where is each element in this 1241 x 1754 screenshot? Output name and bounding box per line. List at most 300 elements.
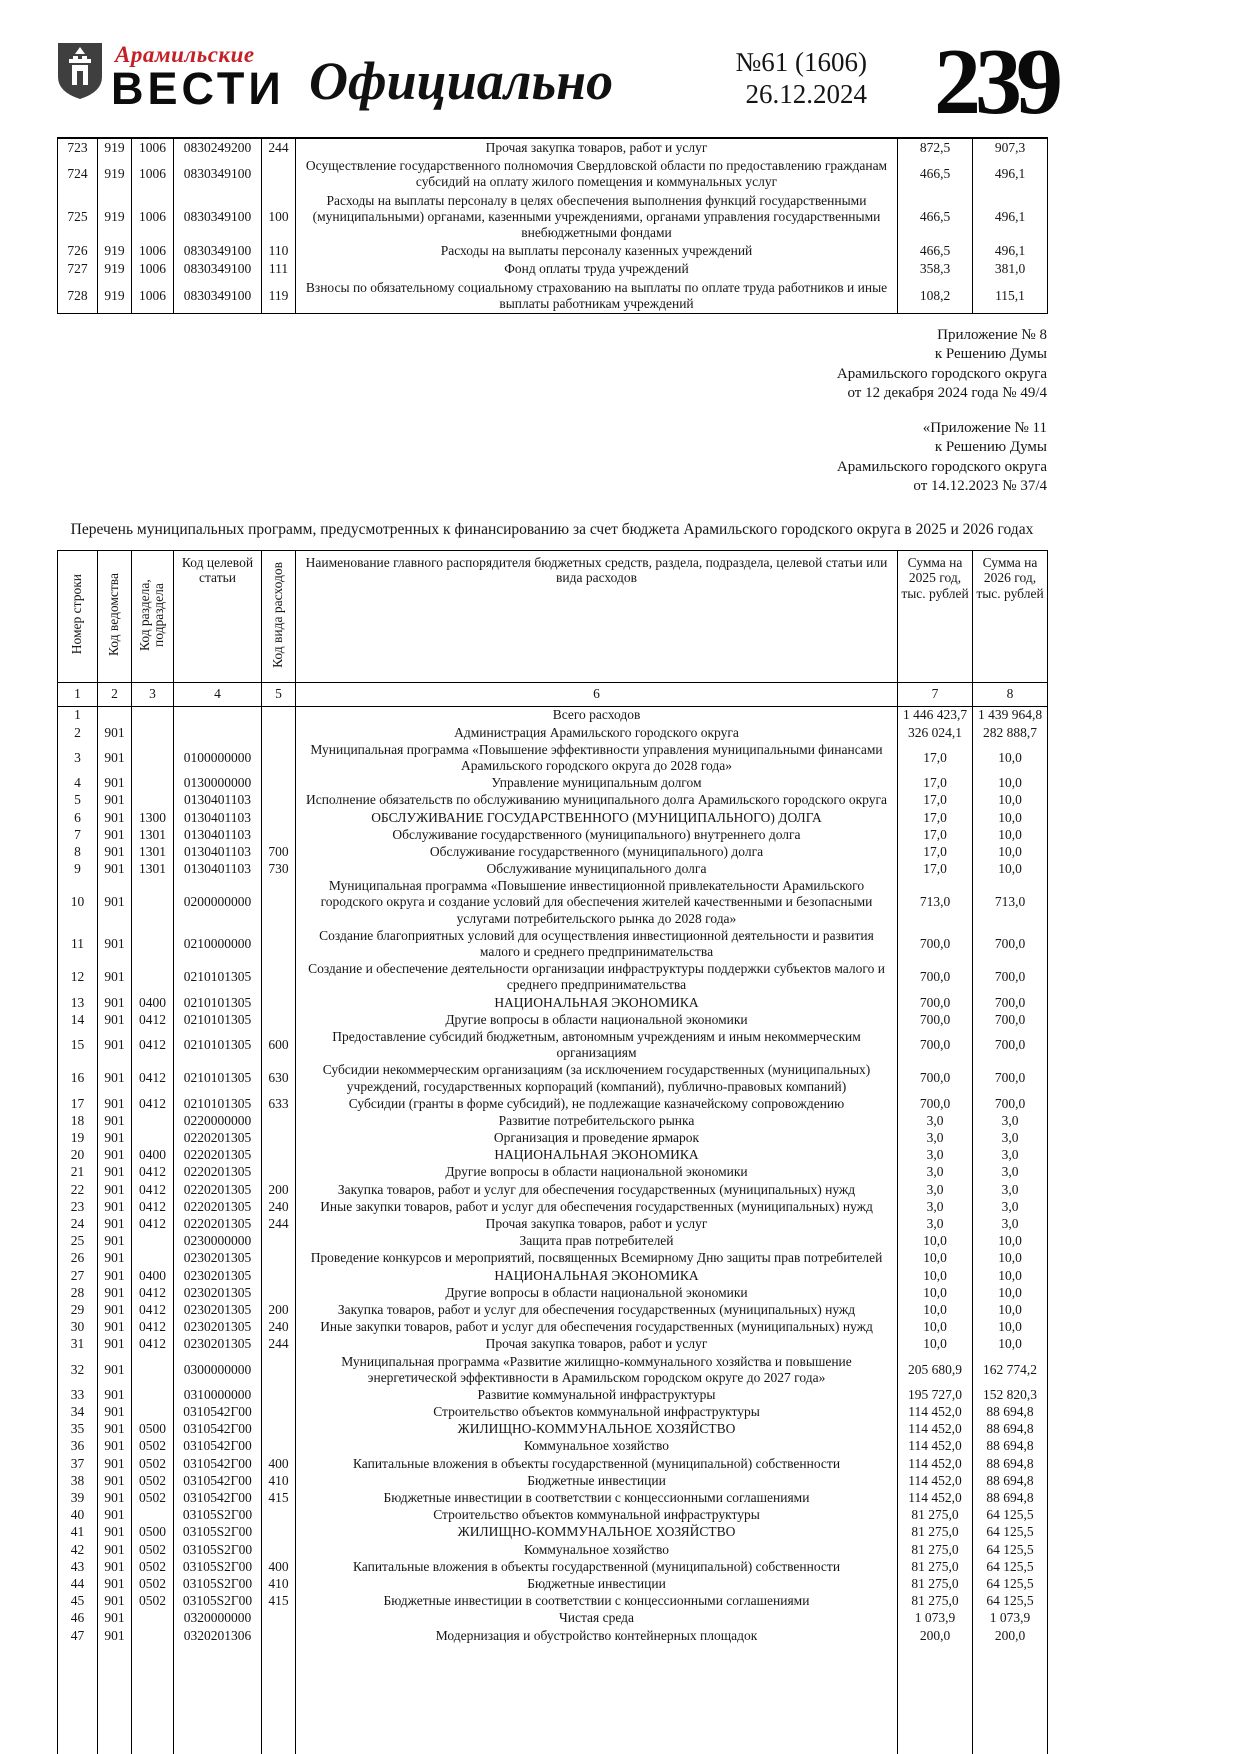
cell-sum-2026: 10,0 [973, 775, 1048, 792]
cell-vid: 119 [262, 279, 296, 314]
cell-razdel [132, 1353, 174, 1386]
cell-sum-2025: 466,5 [898, 157, 973, 191]
cell-sum-2025: 81 275,0 [898, 1575, 973, 1592]
cell-sum-2026: 88 694,8 [973, 1421, 1048, 1438]
cell-sum-2025: 326 024,1 [898, 724, 973, 741]
appendix-line: «Приложение № 11 [922, 419, 1047, 436]
cell-target-code: 0310000000 [174, 1386, 262, 1403]
cell-sum-2025: 17,0 [898, 861, 973, 878]
cell-razdel [132, 1610, 174, 1627]
cell-vid: 633 [262, 1095, 296, 1112]
cell-sum-2025: 114 452,0 [898, 1490, 973, 1507]
cell-target-code: 0310542Г00 [174, 1404, 262, 1421]
cell-target-code: 0230000000 [174, 1233, 262, 1250]
cell-razdel: 0502 [132, 1541, 174, 1558]
cell-vedomstvo: 901 [98, 1198, 132, 1215]
col-header-vid: Код вида расходов [262, 550, 296, 682]
cell-target-code: 03105S2Г00 [174, 1524, 262, 1541]
cell-vid [262, 878, 296, 928]
cell-vedomstvo: 901 [98, 792, 132, 809]
cell-vid [262, 1233, 296, 1250]
cell-name: Организация и проведение ярмарок [296, 1130, 898, 1147]
cell-razdel: 0500 [132, 1421, 174, 1438]
cell-vedomstvo: 919 [98, 157, 132, 191]
cell-vid: 111 [262, 260, 296, 278]
cell-vedomstvo: 901 [98, 961, 132, 994]
col-number: 5 [262, 682, 296, 706]
cell-row-num: 6 [58, 809, 98, 826]
cell-target-code: 0130401103 [174, 809, 262, 826]
cell-name: Чистая среда [296, 1610, 898, 1627]
cell-row-num: 31 [58, 1336, 98, 1353]
cell-sum-2025: 1 446 423,7 [898, 706, 973, 724]
cell-target-code: 0210101305 [174, 1028, 262, 1061]
cell-vedomstvo: 901 [98, 1216, 132, 1233]
cell-sum-2025: 358,3 [898, 260, 973, 278]
cell-name: Капитальные вложения в объекты государственной (муниципальной) собственности [296, 1558, 898, 1575]
cell-row-num: 33 [58, 1386, 98, 1403]
appendix-line: Арамильского городского округа [836, 365, 1047, 382]
table-row [58, 279, 1048, 314]
cell-sum-2026: 64 125,5 [973, 1593, 1048, 1610]
cell-row-num: 46 [58, 1610, 98, 1627]
cell-razdel [132, 927, 174, 960]
cell-vedomstvo: 901 [98, 1575, 132, 1592]
cell-row-num: 5 [58, 792, 98, 809]
cell-name: Проведение конкурсов и мероприятий, посвященных Всемирному Дню защиты прав потребителей [296, 1250, 898, 1267]
cell-razdel: 0412 [132, 1095, 174, 1112]
cell-vid: 240 [262, 1319, 296, 1336]
cell-vid: 110 [262, 242, 296, 260]
cell-sum-2025: 17,0 [898, 741, 973, 774]
table-row [58, 1130, 1048, 1147]
cell-target-code: 0130401103 [174, 843, 262, 860]
cell-target-code: 0830249200 [174, 138, 262, 157]
cell-name: Муниципальная программа «Повышение эффективности управления муниципальными финансами Арамильского городского округа до 2028 года» [296, 741, 898, 774]
cell-name: Обслуживание государственного (муниципального) долга [296, 843, 898, 860]
section-title: Официально [309, 51, 614, 111]
cell-sum-2026: 115,1 [973, 279, 1048, 314]
cell-vedomstvo: 901 [98, 1558, 132, 1575]
cell-vedomstvo: 901 [98, 1112, 132, 1129]
cell-target-code: 0310542Г00 [174, 1455, 262, 1472]
cell-vid: 240 [262, 1198, 296, 1215]
cell-sum-2025: 17,0 [898, 826, 973, 843]
cell-target-code: 0310542Г00 [174, 1421, 262, 1438]
cell-row-num: 15 [58, 1028, 98, 1061]
cell-target-code: 0830349100 [174, 260, 262, 278]
cell-target-code: 0210101305 [174, 1062, 262, 1095]
cell-razdel: 1006 [132, 279, 174, 314]
table-row [58, 242, 1048, 260]
cell-name: Иные закупки товаров, работ и услуг для обеспечения государственных (муниципальных) нужд [296, 1319, 898, 1336]
cell-razdel: 1300 [132, 809, 174, 826]
cell-sum-2026: 64 125,5 [973, 1507, 1048, 1524]
cell-name: Взносы по обязательному социальному страхованию на выплаты по оплате труда работников и иные выплаты работникам учреждений [296, 279, 898, 314]
cell-row-num: 9 [58, 861, 98, 878]
cell-vedomstvo: 901 [98, 724, 132, 741]
budget-continuation-table [57, 137, 1048, 314]
cell-name: Коммунальное хозяйство [296, 1438, 898, 1455]
cell-name: Предоставление субсидий бюджетным, автономным учреждениям и иным некоммерческим организациям [296, 1028, 898, 1061]
cell-target-code: 0830349100 [174, 279, 262, 314]
cell-sum-2026: 3,0 [973, 1198, 1048, 1215]
cell-row-num: 1 [58, 706, 98, 724]
col-number: 6 [296, 682, 898, 706]
cell-razdel: 1006 [132, 192, 174, 243]
col-number: 4 [174, 682, 262, 706]
cell-sum-2026: 10,0 [973, 1284, 1048, 1301]
cell-razdel: 0412 [132, 1336, 174, 1353]
cell-vedomstvo: 919 [98, 260, 132, 278]
cell-sum-2025: 114 452,0 [898, 1455, 973, 1472]
cell-name: Иные закупки товаров, работ и услуг для обеспечения государственных (муниципальных) нужд [296, 1198, 898, 1215]
cell-sum-2026: 10,0 [973, 1267, 1048, 1284]
cell-vid [262, 1507, 296, 1524]
table-row [58, 1147, 1048, 1164]
col-header-sum-2026: Сумма на 2026 год, тыс. рублей [973, 550, 1048, 682]
cell-row-num: 726 [58, 242, 98, 260]
cell-sum-2026: 10,0 [973, 1319, 1048, 1336]
cell-vid [262, 706, 296, 724]
cell-sum-2026: 10,0 [973, 792, 1048, 809]
appendix-line: Арамильского городского округа [836, 458, 1047, 475]
brand-text [111, 42, 285, 114]
cell-target-code: 0100000000 [174, 741, 262, 774]
cell-sum-2025: 700,0 [898, 1011, 973, 1028]
cell-vid: 410 [262, 1575, 296, 1592]
cell-sum-2025: 10,0 [898, 1301, 973, 1318]
cell-row-num: 12 [58, 961, 98, 994]
cell-razdel [132, 878, 174, 928]
cell-row-num: 24 [58, 1216, 98, 1233]
cell-vedomstvo: 901 [98, 1627, 132, 1644]
cell-vedomstvo: 901 [98, 843, 132, 860]
cell-row-num: 26 [58, 1250, 98, 1267]
cell-name: Прочая закупка товаров, работ и услуг [296, 138, 898, 157]
cell-sum-2026: 10,0 [973, 809, 1048, 826]
cell-name: НАЦИОНАЛЬНАЯ ЭКОНОМИКА [296, 1147, 898, 1164]
cell-sum-2025: 205 680,9 [898, 1353, 973, 1386]
document-title: Перечень муниципальных программ, предусмотренных к финансированию за счет бюджета Арамильского городского округа в 2025 и 2026 годах [70, 520, 1034, 538]
cell-vid [262, 1438, 296, 1455]
cell-razdel: 0412 [132, 1198, 174, 1215]
cell-razdel: 0502 [132, 1490, 174, 1507]
cell-target-code [174, 706, 262, 724]
cell-target-code: 0220201305 [174, 1181, 262, 1198]
cell-target-code: 0130401103 [174, 861, 262, 878]
cell-vedomstvo: 901 [98, 1147, 132, 1164]
cell-vid: 244 [262, 1216, 296, 1233]
cell-vedomstvo: 901 [98, 775, 132, 792]
cell-sum-2025: 3,0 [898, 1181, 973, 1198]
cell-row-num: 40 [58, 1507, 98, 1524]
table-row [58, 192, 1048, 243]
col-header-target-code: Код целевой статьи [174, 550, 262, 682]
table-row [58, 1301, 1048, 1318]
cell-sum-2026: 700,0 [973, 994, 1048, 1011]
cell-sum-2025: 81 275,0 [898, 1507, 973, 1524]
cell-row-num: 19 [58, 1130, 98, 1147]
cell-row-num: 41 [58, 1524, 98, 1541]
cell-vedomstvo: 901 [98, 1421, 132, 1438]
cell-name: Субсидии (гранты в форме субсидий), не подлежащие казначейскому сопровождению [296, 1095, 898, 1112]
table-row [58, 1250, 1048, 1267]
cell-row-num: 47 [58, 1627, 98, 1644]
issue-info [736, 46, 868, 111]
cell-vedomstvo: 901 [98, 1130, 132, 1147]
cell-vid [262, 1404, 296, 1421]
cell-vid [262, 157, 296, 191]
table-row [58, 878, 1048, 928]
cell-row-num: 723 [58, 138, 98, 157]
col-number: 1 [58, 682, 98, 706]
cell-row-num: 44 [58, 1575, 98, 1592]
cell-vid: 244 [262, 1336, 296, 1353]
table-row [58, 1198, 1048, 1215]
table-row [58, 994, 1048, 1011]
cell-row-num: 32 [58, 1353, 98, 1386]
cell-name: ЖИЛИЩНО-КОММУНАЛЬНОЕ ХОЗЯЙСТВО [296, 1524, 898, 1541]
cell-name: Другие вопросы в области национальной экономики [296, 1164, 898, 1181]
table-row [58, 1011, 1048, 1028]
table-row [58, 1472, 1048, 1489]
cell-vid [262, 961, 296, 994]
cell-sum-2026: 10,0 [973, 861, 1048, 878]
cell-sum-2025: 81 275,0 [898, 1541, 973, 1558]
cell-vid [262, 809, 296, 826]
cell-row-num: 2 [58, 724, 98, 741]
table-row [58, 1336, 1048, 1353]
cell-vid: 410 [262, 1472, 296, 1489]
cell-row-num: 21 [58, 1164, 98, 1181]
cell-sum-2025: 10,0 [898, 1267, 973, 1284]
cell-vedomstvo: 919 [98, 192, 132, 243]
cell-vid [262, 1011, 296, 1028]
cell-vid [262, 1130, 296, 1147]
cell-name: Прочая закупка товаров, работ и услуг [296, 1336, 898, 1353]
cell-razdel [132, 741, 174, 774]
cell-sum-2025: 1 073,9 [898, 1610, 973, 1627]
table-row [58, 1284, 1048, 1301]
appendix-line: от 12 декабря 2024 года № 49/4 [847, 385, 1047, 402]
cell-sum-2026: 3,0 [973, 1112, 1048, 1129]
cell-sum-2026: 200,0 [973, 1627, 1048, 1644]
cell-vedomstvo: 901 [98, 994, 132, 1011]
cell-razdel: 0412 [132, 1301, 174, 1318]
cell-razdel: 0412 [132, 1062, 174, 1095]
cell-name: Закупка товаров, работ и услуг для обеспечения государственных (муниципальных) нужд [296, 1301, 898, 1318]
cell-target-code: 0220201305 [174, 1130, 262, 1147]
cell-sum-2026: 152 820,3 [973, 1386, 1048, 1403]
cell-name: Строительство объектов коммунальной инфраструктуры [296, 1507, 898, 1524]
cell-vid: 415 [262, 1593, 296, 1610]
cell-sum-2026: 88 694,8 [973, 1404, 1048, 1421]
cell-razdel: 1006 [132, 242, 174, 260]
cell-row-num: 3 [58, 741, 98, 774]
cell-razdel: 1006 [132, 260, 174, 278]
table-row [58, 861, 1048, 878]
page-number: 239 [934, 30, 1057, 134]
cell-name: Бюджетные инвестиции [296, 1472, 898, 1489]
cell-target-code: 0220201305 [174, 1198, 262, 1215]
col-header-name: Наименование главного распорядителя бюджетных средств, раздела, подраздела, целевой статьи или вида расходов [296, 550, 898, 682]
appendix-line: к Решению Думы [934, 439, 1047, 456]
cell-sum-2025: 114 452,0 [898, 1404, 973, 1421]
cell-sum-2025: 10,0 [898, 1233, 973, 1250]
cell-razdel: 1301 [132, 843, 174, 860]
cell-row-num: 725 [58, 192, 98, 243]
cell-razdel: 1301 [132, 826, 174, 843]
cell-vedomstvo: 901 [98, 1284, 132, 1301]
cell-vid [262, 1250, 296, 1267]
cell-razdel [132, 724, 174, 741]
cell-razdel [132, 1507, 174, 1524]
cell-name: Прочая закупка товаров, работ и услуг [296, 1216, 898, 1233]
col-header-vedomstvo: Код ведомства [98, 550, 132, 682]
table-filler [58, 1644, 1048, 1754]
cell-target-code: 0220201305 [174, 1216, 262, 1233]
cell-vedomstvo: 901 [98, 1028, 132, 1061]
cell-razdel [132, 961, 174, 994]
cell-vid: 244 [262, 138, 296, 157]
cell-sum-2026: 88 694,8 [973, 1490, 1048, 1507]
cell-name: Исполнение обязательств по обслуживанию муниципального долга Арамильского городского округа [296, 792, 898, 809]
filler-row [58, 1644, 1048, 1754]
cell-row-num: 36 [58, 1438, 98, 1455]
cell-row-num: 29 [58, 1301, 98, 1318]
table-row [58, 706, 1048, 724]
continuation-table-body [58, 138, 1048, 313]
issue-number: №61 (1606) [735, 47, 867, 77]
cell-vedomstvo: 901 [98, 1507, 132, 1524]
cell-sum-2025: 700,0 [898, 1062, 973, 1095]
cell-target-code: 0830349100 [174, 242, 262, 260]
cell-vedomstvo: 901 [98, 1233, 132, 1250]
cell-razdel: 1301 [132, 861, 174, 878]
cell-name: Закупка товаров, работ и услуг для обеспечения государственных (муниципальных) нужд [296, 1181, 898, 1198]
cell-target-code: 03105S2Г00 [174, 1541, 262, 1558]
cell-sum-2026: 3,0 [973, 1216, 1048, 1233]
cell-vedomstvo: 901 [98, 1011, 132, 1028]
cell-sum-2025: 713,0 [898, 878, 973, 928]
cell-row-num: 14 [58, 1011, 98, 1028]
table-row [58, 1627, 1048, 1644]
cell-sum-2026: 3,0 [973, 1181, 1048, 1198]
cell-target-code: 0230201305 [174, 1301, 262, 1318]
cell-vid [262, 775, 296, 792]
cell-razdel: 0412 [132, 1216, 174, 1233]
col-header-razdel: Код раздела, подраздела [132, 550, 174, 682]
cell-sum-2026: 64 125,5 [973, 1558, 1048, 1575]
cell-target-code: 0310542Г00 [174, 1490, 262, 1507]
issue-date: 26.12.2024 [745, 79, 867, 110]
table-row [58, 1558, 1048, 1575]
table-row [58, 1593, 1048, 1610]
cell-razdel: 0400 [132, 1267, 174, 1284]
cell-razdel: 0502 [132, 1575, 174, 1592]
cell-vid [262, 741, 296, 774]
cell-razdel [132, 1627, 174, 1644]
cell-razdel: 0412 [132, 1028, 174, 1061]
cell-name: Развитие потребительского рынка [296, 1112, 898, 1129]
table-row [58, 1541, 1048, 1558]
cell-vedomstvo: 901 [98, 1319, 132, 1336]
cell-vid [262, 1610, 296, 1627]
cell-sum-2026: 700,0 [973, 961, 1048, 994]
cell-razdel: 0400 [132, 1147, 174, 1164]
cell-row-num: 38 [58, 1472, 98, 1489]
cell-sum-2025: 700,0 [898, 961, 973, 994]
cell-name: Защита прав потребителей [296, 1233, 898, 1250]
cell-sum-2025: 3,0 [898, 1130, 973, 1147]
cell-vid [262, 927, 296, 960]
cell-sum-2025: 200,0 [898, 1627, 973, 1644]
cell-vid [262, 1541, 296, 1558]
cell-sum-2026: 700,0 [973, 1011, 1048, 1028]
cell-razdel: 0412 [132, 1164, 174, 1181]
cell-sum-2025: 10,0 [898, 1319, 973, 1336]
cell-row-num: 8 [58, 843, 98, 860]
cell-row-num: 42 [58, 1541, 98, 1558]
cell-vedomstvo: 901 [98, 1610, 132, 1627]
cell-row-num: 34 [58, 1404, 98, 1421]
cell-sum-2026: 10,0 [973, 1336, 1048, 1353]
cell-vedomstvo: 901 [98, 741, 132, 774]
cell-razdel: 0502 [132, 1558, 174, 1575]
cell-row-num: 20 [58, 1147, 98, 1164]
cell-target-code: 0830349100 [174, 157, 262, 191]
cell-sum-2026: 1 439 964,8 [973, 706, 1048, 724]
cell-sum-2026: 64 125,5 [973, 1575, 1048, 1592]
cell-vid: 730 [262, 861, 296, 878]
table-row [58, 1112, 1048, 1129]
cell-row-num: 17 [58, 1095, 98, 1112]
cell-name: Расходы на выплаты персоналу казенных учреждений [296, 242, 898, 260]
cell-row-num: 25 [58, 1233, 98, 1250]
table-row [58, 741, 1048, 774]
cell-row-num: 728 [58, 279, 98, 314]
cell-vid [262, 724, 296, 741]
cell-target-code: 0310542Г00 [174, 1438, 262, 1455]
cell-sum-2025: 81 275,0 [898, 1558, 973, 1575]
cell-row-num: 43 [58, 1558, 98, 1575]
table-row [58, 724, 1048, 741]
cell-vedomstvo: 901 [98, 1095, 132, 1112]
cell-vedomstvo: 901 [98, 878, 132, 928]
cell-vedomstvo: 901 [98, 1524, 132, 1541]
cell-vedomstvo: 901 [98, 1164, 132, 1181]
cell-razdel: 0412 [132, 1319, 174, 1336]
table-row [58, 775, 1048, 792]
cell-name: Фонд оплаты труда учреждений [296, 260, 898, 278]
cell-vid [262, 826, 296, 843]
cell-row-num: 27 [58, 1267, 98, 1284]
cell-name: Создание и обеспечение деятельности организации инфраструктуры поддержки субъектов малого и среднего предпринимательства [296, 961, 898, 994]
cell-vedomstvo: 901 [98, 1490, 132, 1507]
cell-sum-2025: 10,0 [898, 1284, 973, 1301]
table-row [58, 809, 1048, 826]
cell-target-code: 0220000000 [174, 1112, 262, 1129]
cell-sum-2025: 466,5 [898, 192, 973, 243]
brand-name-bottom: ВЕСТИ [111, 63, 285, 114]
column-numbers-row [58, 682, 1048, 706]
cell-target-code: 0210101305 [174, 961, 262, 994]
cell-sum-2026: 700,0 [973, 1062, 1048, 1095]
cell-vedomstvo: 919 [98, 242, 132, 260]
cell-sum-2026: 381,0 [973, 260, 1048, 278]
table-row [58, 826, 1048, 843]
